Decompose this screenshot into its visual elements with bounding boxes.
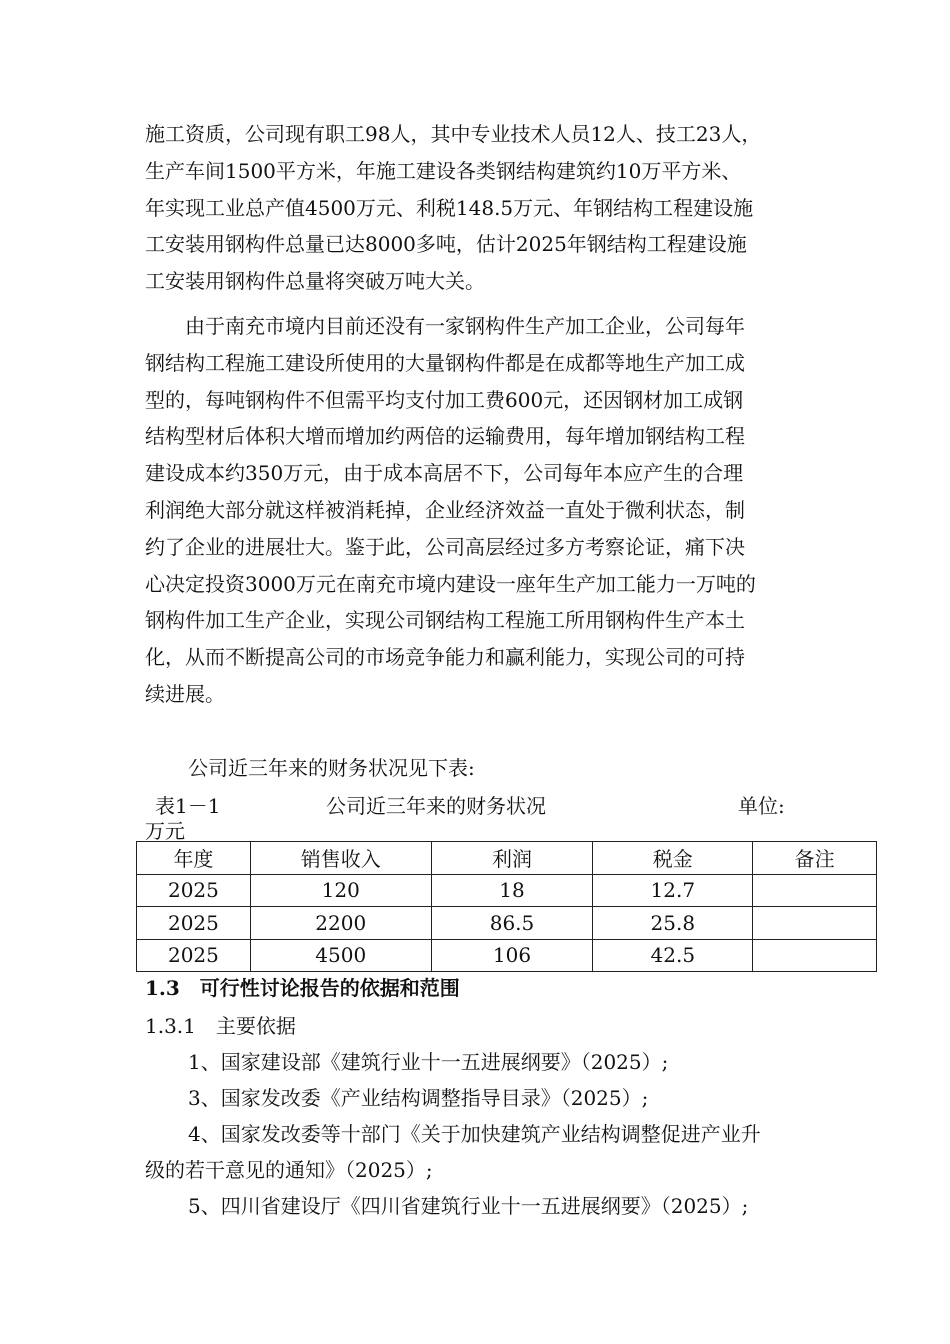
text-line: 建设成本约350万元，由于成本高居不下，公司每年本应产生的合理 <box>145 461 744 486</box>
cell-profit: 86.5 <box>431 907 593 940</box>
header-profit: 利润 <box>431 842 593 875</box>
cell-profit: 106 <box>431 939 593 972</box>
cell-year: 2025 <box>137 907 251 940</box>
cell-tax: 12.7 <box>593 874 753 907</box>
reference-item: 4、国家发改委等十部门《关于加快建筑产业结构调整促进产业升 <box>188 1122 761 1146</box>
text-line: 约了企业的进展壮大。鉴于此，公司高层经过多方考察论证，痛下决 <box>145 534 745 559</box>
reference-item: 3、国家发改委《产业结构调整指导目录》（2025）; <box>188 1086 649 1110</box>
header-sales: 销售收入 <box>250 842 431 875</box>
text-line: 型的，每吨钢构件不但需平均支付加工费600元，还因钢材加工成钢 <box>145 387 744 412</box>
cell-sales: 4500 <box>250 939 431 972</box>
text-line: 钢结构工程施工建设所使用的大量钢构件都是在成都等地生产加工成 <box>145 350 745 375</box>
text-line: 心决定投资3000万元在南充市境内建设一座年生产加工能力一万吨的 <box>145 571 756 596</box>
text-line: 工安装用钢构件总量将突破万吨大关。 <box>145 269 485 294</box>
text-line: 利润绝大部分就这样被消耗掉，企业经济效益一直处于微利状态，制 <box>145 497 745 522</box>
text-line: 生产车间1500平方米，年施工建设各类钢结构建筑约10万平方米、 <box>145 158 742 183</box>
table-row <box>137 874 877 907</box>
header-year: 年度 <box>137 842 251 875</box>
reference-item: 5、四川省建设厅《四川省建筑行业十一五进展纲要》（2025）; <box>188 1194 749 1218</box>
table-unit-value: 万元 <box>145 819 185 843</box>
table-header-row <box>137 842 877 875</box>
header-remarks: 备注 <box>753 842 877 875</box>
financial-status-table <box>136 841 877 972</box>
text-line: 年实现工业总产值4500万元、利税148.5万元、年钢结构工程建设施 <box>145 195 754 220</box>
cell-tax: 42.5 <box>593 939 753 972</box>
table-row <box>137 939 877 972</box>
cell-remarks <box>753 939 877 972</box>
cell-year: 2025 <box>137 939 251 972</box>
header-tax: 税金 <box>593 842 753 875</box>
reference-item-continuation: 级的若干意见的通知》（2025）; <box>145 1158 433 1182</box>
company-overview-paragraph <box>145 116 810 300</box>
cell-sales: 2200 <box>250 907 431 940</box>
cell-remarks <box>753 874 877 907</box>
cell-year: 2025 <box>137 874 251 907</box>
table-title: 公司近三年来的财务状况 <box>326 794 546 818</box>
reference-item: 1、国家建设部《建筑行业十一五进展纲要》（2025）; <box>188 1050 669 1074</box>
text-line: 续进展。 <box>145 681 225 706</box>
cell-tax: 25.8 <box>593 907 753 940</box>
table-unit-label: 单位: <box>738 794 785 818</box>
table-row <box>137 907 877 940</box>
text-line: 工安装用钢构件总量已达8000多吨，估计2025年钢结构工程建设施 <box>145 232 747 257</box>
cell-profit: 18 <box>431 874 593 907</box>
table-number: 表1－1 <box>155 794 221 818</box>
cell-sales: 120 <box>250 874 431 907</box>
text-line: 由于南充市境内目前还没有一家钢构件生产加工企业，公司每年 <box>185 314 745 338</box>
project-rationale-paragraph <box>145 308 810 713</box>
text-line: 结构型材后体积大增而增加约两倍的运输费用，每年增加钢结构工程 <box>145 424 745 449</box>
text-line: 施工资质，公司现有职工98人，其中专业技术人员12人、技工23人， <box>145 122 762 146</box>
section-heading: 1.3 可行性讨论报告的依据和范围 <box>145 976 460 1000</box>
text-line: 化，从而不断提高公司的市场竞争能力和赢利能力，实现公司的可持 <box>145 645 745 670</box>
subsection-heading: 1.3.1 主要依据 <box>145 1014 296 1038</box>
table-intro-text: 公司近三年来的财务状况见下表: <box>188 756 475 780</box>
text-line: 钢构件加工生产企业，实现公司钢结构工程施工所用钢构件生产本土 <box>145 608 745 633</box>
cell-remarks <box>753 907 877 940</box>
